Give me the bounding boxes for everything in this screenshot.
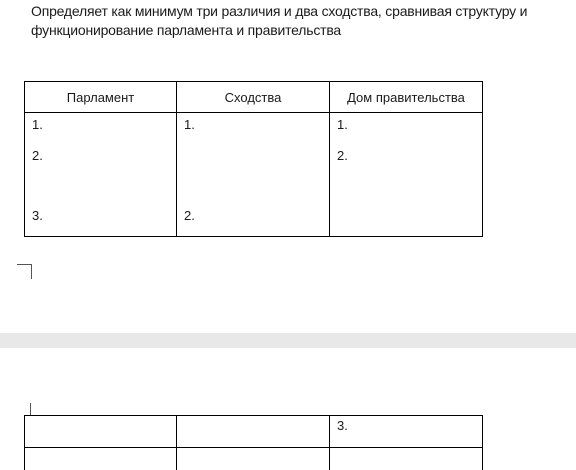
parliament-item-1: 1.	[32, 117, 43, 132]
header-parliament: Парламент	[25, 82, 177, 113]
cell-parliament-cont[interactable]	[25, 416, 177, 448]
page-break-divider	[0, 333, 576, 348]
table-header-row	[25, 82, 483, 113]
table-row	[25, 448, 483, 470]
government-item-2: 2.	[337, 148, 348, 163]
header-similarities: Сходства	[177, 82, 330, 113]
header-government: Дом правительства	[330, 82, 483, 113]
cell-similarities[interactable]	[177, 113, 330, 237]
cell-parliament[interactable]	[25, 113, 177, 237]
cell-empty[interactable]	[177, 448, 330, 470]
cell-similarities-cont[interactable]	[177, 416, 330, 448]
government-item-3: 3.	[337, 418, 348, 433]
parliament-item-3: 3.	[32, 208, 43, 223]
government-item-1: 1.	[337, 117, 348, 132]
parliament-item-2: 2.	[32, 148, 43, 163]
comparison-table-continued	[24, 415, 483, 470]
task-instruction: Определяет как минимум три различия и два сходства, сравнивая структуру и функционирование парламента и правительства	[31, 3, 528, 38]
similarity-item-1: 1.	[184, 117, 195, 132]
comparison-table	[24, 81, 483, 237]
cell-government[interactable]	[330, 113, 483, 237]
text-cursor-mark	[30, 403, 31, 415]
cell-empty[interactable]	[25, 448, 177, 470]
cell-government-cont[interactable]	[330, 416, 483, 448]
table-row	[25, 416, 483, 448]
paragraph-corner-mark	[17, 264, 32, 279]
cell-empty[interactable]	[330, 448, 483, 470]
table-row	[25, 113, 483, 237]
similarity-item-2: 2.	[184, 208, 195, 223]
